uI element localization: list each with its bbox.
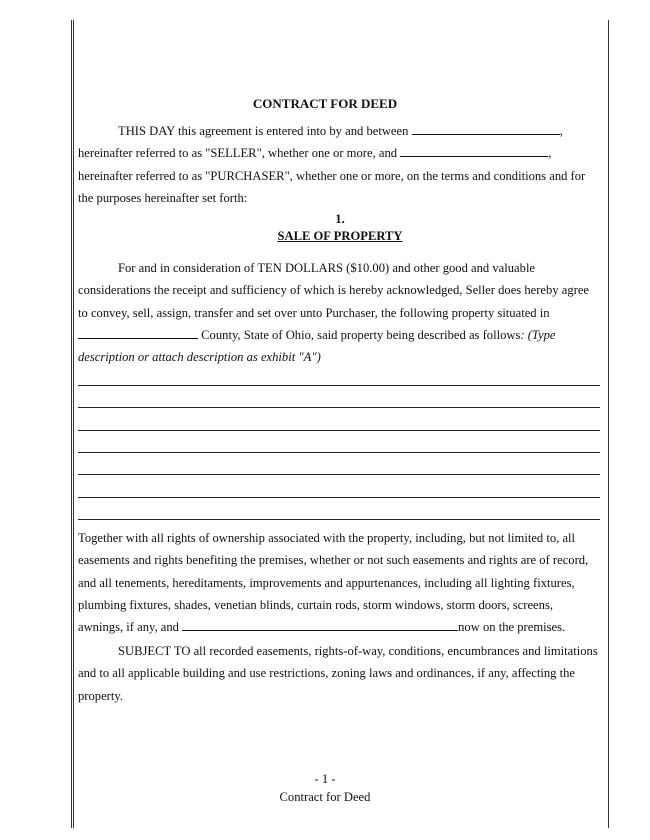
together-line-5 — [78, 616, 600, 638]
intro-line-2 — [78, 142, 600, 164]
together-line-2: easements and rights benefiting the premises, whether or not such easements and rights are of record, — [78, 553, 589, 568]
together-paragraph — [78, 527, 600, 638]
intro-line-4: the purposes hereinafter set forth: — [78, 190, 248, 205]
together-text-5: awnings, if any, and — [78, 620, 179, 635]
together-line-1: Together with all rights of ownership associated with the property, including, but not limited to, all — [78, 531, 576, 545]
sale-text-4: County, State of Ohio, said property being described as follows — [201, 327, 521, 342]
footer-label: Contract for Deed — [279, 790, 371, 804]
sale-italic-note: (Type — [527, 327, 556, 342]
intro-paragraph — [78, 120, 600, 209]
seller-name-blank[interactable] — [412, 122, 560, 135]
section-number: 1. — [335, 212, 345, 226]
sale-line-2: considerations the receipt and sufficiency of which is hereby acknowledged, Seller does hereby agree — [78, 283, 590, 298]
intro-comma-2: , — [548, 146, 552, 161]
section-heading: SALE OF PROPERTY — [277, 229, 403, 243]
description-line-7[interactable] — [78, 519, 600, 520]
intro-text-2: hereinafter referred to as "SELLER", whether one or more, and — [78, 146, 398, 161]
sale-line-4 — [78, 324, 600, 346]
description-line-4[interactable] — [78, 452, 600, 453]
together-line-4: plumbing fixtures, shades, venetian blinds, curtain rods, storm windows, storm doors, screens, — [78, 597, 553, 612]
sale-line-1: For and in consideration of TEN DOLLARS ($10.00) and other good and valuable — [118, 261, 536, 275]
subject-line-3: property. — [78, 688, 123, 703]
county-blank[interactable] — [78, 326, 198, 339]
page-number: - 1 - — [314, 772, 336, 786]
description-line-6[interactable] — [78, 497, 600, 498]
together-line-3: and all tenements, hereditaments, improvements and appurtenances, including all lighting fixtures, — [78, 575, 575, 590]
description-line-3[interactable] — [78, 430, 600, 431]
together-text-5-end: now on the premises. — [458, 620, 566, 635]
left-margin-line-inner — [73, 20, 74, 828]
subject-line-2: and to all applicable building and use restrictions, zoning laws and ordinances, if any, affecting the — [78, 666, 575, 681]
sale-colon: : — [520, 327, 525, 342]
subject-paragraph — [78, 640, 600, 707]
description-line-1[interactable] — [78, 385, 600, 386]
intro-line-1 — [78, 120, 600, 142]
subject-line-1: SUBJECT TO all recorded easements, rights-of-way, conditions, encumbrances and limitations — [118, 644, 598, 658]
purchaser-name-blank[interactable] — [400, 144, 548, 157]
intro-line-3: hereinafter referred to as "PURCHASER", whether one or more, on the terms and conditions and for — [78, 168, 586, 183]
sale-paragraph — [78, 257, 600, 368]
document-title: CONTRACT FOR DEED — [252, 96, 398, 111]
sale-line-3: to convey, sell, assign, transfer and set over unto Purchaser, the following property situated in — [78, 305, 550, 320]
right-margin-line — [608, 20, 609, 828]
left-margin-line — [71, 20, 72, 828]
intro-comma-1: , — [559, 124, 563, 138]
sale-line-5: description or attach description as exhibit "A") — [78, 350, 321, 365]
intro-text-1: THIS DAY this agreement is entered into by and between — [118, 124, 409, 138]
description-line-2[interactable] — [78, 407, 600, 408]
additional-items-blank[interactable] — [182, 618, 458, 631]
description-line-5[interactable] — [78, 474, 600, 475]
